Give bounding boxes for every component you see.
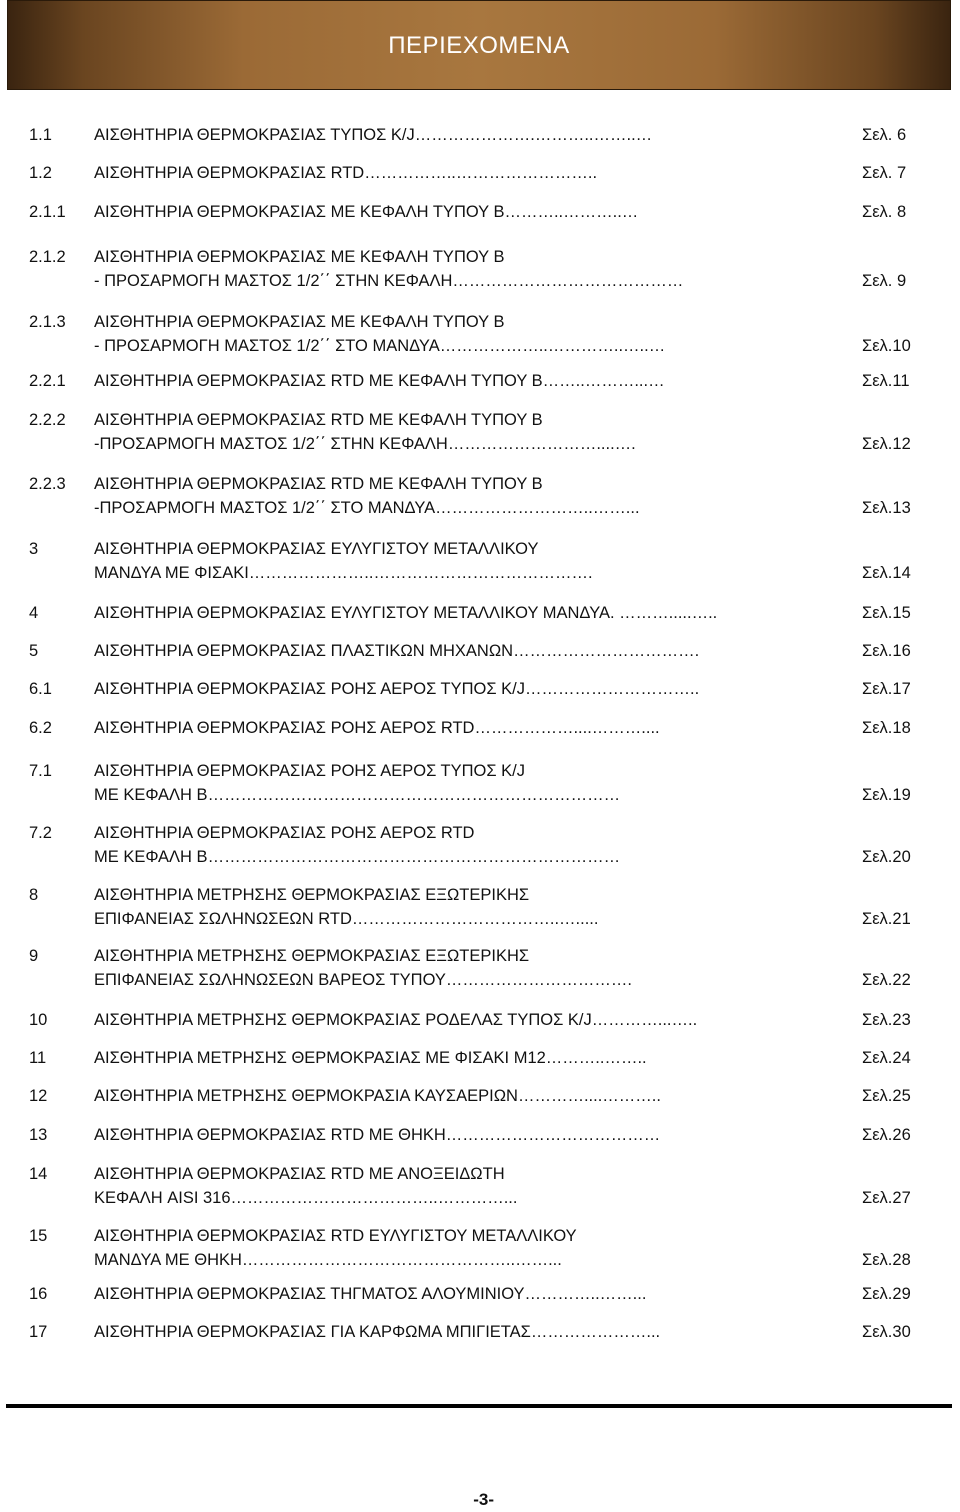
toc-entry-title — [94, 639, 854, 663]
toc-entry-title — [94, 601, 854, 625]
toc-entry-page: Σελ.30 — [862, 1323, 911, 1341]
toc-entry-number: 2.2.3 — [29, 475, 66, 493]
toc-entry-title-line: - ΠΡΟΣΑΡΜΟΓΗ ΜΑΣΤΟΣ 1/2΄΄ ΣΤΗΝ ΚΕΦΑΛΗ…………………………………… — [94, 272, 684, 290]
toc-entry-title-line: ΑΙΣΘΗΤΗΡΙΑ ΘΕΡΜΟΚΡΑΣΙΑΣ ΡΟΗΣ ΑΕΡΟΣ RTD — [94, 824, 475, 842]
toc-entry-number: 14 — [29, 1165, 48, 1183]
toc-entry-title-line: ΑΙΣΘΗΤΗΡΙΑ ΜΕΤΡΗΣΗΣ ΘΕΡΜΟΚΡΑΣΙΑΣ ΕΞΩΤΕΡΙΚΗΣ — [94, 886, 530, 904]
toc-entry-title-line: ΜΕ ΚΕΦΑΛΗ Β………………………………………………………………… — [94, 848, 621, 866]
toc-entry-page: Σελ.24 — [862, 1049, 911, 1067]
toc-entry-title-line: ΑΙΣΘΗΤΗΡΙΑ ΘΕΡΜΟΚΡΑΣΙΑΣ ΡΟΗΣ ΑΕΡΟΣ ΤΥΠΟΣ Κ/J — [94, 762, 526, 780]
toc-entry-number: 13 — [29, 1126, 48, 1144]
toc-entry-number: 15 — [29, 1227, 48, 1245]
toc-entry-title-line: ΑΙΣΘΗΤΗΡΙΑ ΘΕΡΜΟΚΡΑΣΙΑΣ ΤΥΠΟΣ Κ/J………………….………..……..… — [94, 126, 653, 144]
toc-entry-number: 11 — [29, 1049, 47, 1067]
toc-entry-page: Σελ.21 — [862, 910, 911, 928]
toc-entry-page: Σελ.15 — [862, 604, 911, 622]
toc-entry-page: Σελ.16 — [862, 642, 911, 660]
toc-entry-page: Σελ. 9 — [862, 272, 907, 290]
toc-entry-page: Σελ. 8 — [862, 203, 907, 221]
toc-entry-title-line: ΑΙΣΘΗΤΗΡΙΑ ΘΕΡΜΟΚΡΑΣΙΑΣ RTD ΜΕ ΚΕΦΑΛΗ ΤΥΠΟΥ Β — [94, 475, 543, 493]
toc-entry-page: Σελ.23 — [862, 1011, 911, 1029]
toc-entry-number: 4 — [29, 604, 39, 622]
toc-entry-title-line: ΑΙΣΘΗΤΗΡΙΑ ΘΕΡΜΟΚΡΑΣΙΑΣ RTD ΜΕ ΚΕΦΑΛΗ ΤΥΠΟΥ Β — [94, 411, 543, 429]
toc-entry-title — [94, 369, 854, 393]
toc-entry-number: 8 — [29, 886, 39, 904]
toc-entry-title-line: ΜΕ ΚΕΦΑΛΗ Β………………………………………………………………… — [94, 786, 621, 804]
toc-entry-page: Σελ.13 — [862, 499, 911, 517]
toc-entry-title — [94, 1282, 854, 1306]
toc-entry-page: Σελ.11 — [862, 372, 910, 390]
toc-entry-title-line: ΕΠΙΦΑΝΕΙΑΣ ΣΩΛΗΝΩΣΕΩΝ RTD………………………………..…..... — [94, 910, 599, 928]
footer — [0, 1490, 960, 1510]
toc-entry-title — [94, 1224, 854, 1272]
toc-entry-title — [94, 245, 854, 293]
toc-entry-title — [94, 944, 854, 992]
toc-entry-number: 17 — [29, 1323, 48, 1341]
toc-entry-number: 1.2 — [29, 164, 52, 182]
toc-entry-title-line: ΕΠΙΦΑΝΕΙΑΣ ΣΩΛΗΝΩΣΕΩΝ ΒΑΡΕΟΣ ΤΥΠΟΥ……………………………. — [94, 971, 632, 989]
toc-entry-title-line: ΑΙΣΘΗΤΗΡΙΑ ΘΕΡΜΟΚΡΑΣΙΑΣ ΡΟΗΣ ΑΕΡΟΣ ΤΥΠΟΣ Κ/J………………………….. — [94, 680, 700, 698]
toc-entry-number: 9 — [29, 947, 39, 965]
toc-entry-title-line: ΑΙΣΘΗΤΗΡΙΑ ΘΕΡΜΟΚΡΑΣΙΑΣ ΡΟΗΣ ΑΕΡΟΣ RTD………………....……….... — [94, 719, 660, 737]
header-banner — [7, 0, 951, 90]
toc-entry-title — [94, 408, 854, 456]
toc-entry-number: 2.2.1 — [29, 372, 66, 390]
toc-entry-number: 1.1 — [29, 126, 52, 144]
toc-entry-page: Σελ. 7 — [862, 164, 907, 182]
toc-entry-title-line: - ΠΡΟΣΑΡΜΟΓΗ ΜΑΣΤΟΣ 1/2΄΄ ΣΤΟ ΜΑΝΔΥΑ………………..…………..…..… — [94, 337, 666, 355]
page-number: -3- — [473, 1490, 494, 1509]
toc-entry-title-line: ΑΙΣΘΗΤΗΡΙΑ ΘΕΡΜΟΚΡΑΣΙΑΣ ΠΛΑΣΤΙΚΩΝ ΜΗΧΑΝΩΝ……………………………. — [94, 642, 700, 660]
toc-entry-number: 10 — [29, 1011, 48, 1029]
toc-entry-page: Σελ.25 — [862, 1087, 911, 1105]
toc-entry-title — [94, 1046, 854, 1070]
toc-entry-title — [94, 1320, 854, 1344]
toc-entry-number: 2.2.2 — [29, 411, 66, 429]
toc-entry-number: 5 — [29, 642, 39, 660]
toc-entry-title — [94, 200, 854, 224]
toc-entry-page: Σελ.14 — [862, 564, 911, 582]
toc-entry-number: 12 — [29, 1087, 48, 1105]
toc-entry-title-line: -ΠΡΟΣΑΡΜΟΓΗ ΜΑΣΤΟΣ 1/2΄΄ ΣΤΗΝ ΚΕΦΑΛΗ………………………....…. — [94, 435, 636, 453]
toc-entry-number: 6.2 — [29, 719, 52, 737]
toc-entry-number: 2.1.2 — [29, 248, 66, 266]
toc-entry-page: Σελ.18 — [862, 719, 911, 737]
toc-entry-title-line: ΑΙΣΘΗΤΗΡΙΑ ΘΕΡΜΟΚΡΑΣΙΑΣ ΤΗΓΜΑΤΟΣ ΑΛΟΥΜΙΝΙΟΥ…………..……... — [94, 1285, 647, 1303]
toc-entry-title-line: ΑΙΣΘΗΤΗΡΙΑ ΜΕΤΡΗΣΗΣ ΘΕΡΜΟΚΡΑΣΙΑΣ ΡΟΔΕΛΑΣ ΤΥΠΟΣ Κ/J…………...….. — [94, 1011, 698, 1029]
toc-entry-title-line: ΑΙΣΘΗΤΗΡΙΑ ΜΕΤΡΗΣΗΣ ΘΕΡΜΟΚΡΑΣΙΑΣ ΜΕ ΦΙΣΑΚΙ Μ12………..…….. — [94, 1049, 647, 1067]
toc-entry-title — [94, 1123, 854, 1147]
toc-entry-page: Σελ. 6 — [862, 126, 907, 144]
toc-entry-page: Σελ.27 — [862, 1189, 911, 1207]
toc-entry-title — [94, 161, 854, 185]
toc-entry-page: Σελ.28 — [862, 1251, 911, 1269]
toc-entry-page: Σελ.10 — [862, 337, 911, 355]
toc-entry-title — [94, 821, 854, 869]
toc-entry-title — [94, 1084, 854, 1108]
toc-entry-title — [94, 472, 854, 520]
toc-entry-title-line: ΑΙΣΘΗΤΗΡΙΑ ΜΕΤΡΗΣΗΣ ΘΕΡΜΟΚΡΑΣΙΑΣ ΕΞΩΤΕΡΙΚΗΣ — [94, 947, 530, 965]
toc-entry-title — [94, 759, 854, 807]
toc-entry-title — [94, 123, 854, 147]
toc-entry-title-line: ΑΙΣΘΗΤΗΡΙΑ ΘΕΡΜΟΚΡΑΣΙΑΣ ΕΥΛΥΓΙΣΤΟΥ ΜΕΤΑΛΛΙΚΟΥ ΜΑΝΔΥΑ. ……….....….. — [94, 604, 718, 622]
toc-entry-title-line: ΜΑΝΔΥΑ ΜΕ ΘΗΚΗ…………………………………………..……... — [94, 1251, 562, 1269]
toc-entry-title — [94, 677, 854, 701]
toc-entry-title-line: ΑΙΣΘΗΤΗΡΙΑ ΘΕΡΜΟΚΡΑΣΙΑΣ ΕΥΛΥΓΙΣΤΟΥ ΜΕΤΑΛΛΙΚΟΥ — [94, 540, 539, 558]
toc-entry-number: 6.1 — [29, 680, 52, 698]
toc-entry-number: 7.1 — [29, 762, 52, 780]
toc-entry-number: 16 — [29, 1285, 48, 1303]
toc-entry-number: 7.2 — [29, 824, 52, 842]
toc-entry-page: Σελ.29 — [862, 1285, 911, 1303]
toc-entry-title-line: ΑΙΣΘΗΤΗΡΙΑ ΘΕΡΜΟΚΡΑΣΙΑΣ RTD ΕΥΛΥΓΙΣΤΟΥ ΜΕΤΑΛΛΙΚΟΥ — [94, 1227, 577, 1245]
toc-entry-number: 2.1.3 — [29, 313, 66, 331]
toc-entry-title-line: ΑΙΣΘΗΤΗΡΙΑ ΘΕΡΜΟΚΡΑΣΙΑΣ RTD ΜΕ ΘΗΚΗ………………………………… — [94, 1126, 661, 1144]
toc-entry-title-line: ΑΙΣΘΗΤΗΡΙΑ ΘΕΡΜΟΚΡΑΣΙΑΣ RTD ΜΕ ΚΕΦΑΛΗ ΤΥΠΟΥ Β……..………...… — [94, 372, 665, 390]
toc-entry-page: Σελ.12 — [862, 435, 911, 453]
toc-entry-page: Σελ.17 — [862, 680, 911, 698]
toc-entry-title-line: -ΠΡΟΣΑΡΜΟΓΗ ΜΑΣΤΟΣ 1/2΄΄ ΣΤΟ ΜΑΝΔΥΑ………………………..……... — [94, 499, 640, 517]
toc-entry-page: Σελ.26 — [862, 1126, 911, 1144]
page-title: ΠΕΡΙΕΧΟΜΕΝΑ — [388, 32, 570, 59]
toc-entry-title-line: ΑΙΣΘΗΤΗΡΙΑ ΘΕΡΜΟΚΡΑΣΙΑΣ ΜΕ ΚΕΦΑΛΗ ΤΥΠΟΥ Β — [94, 248, 505, 266]
toc-entry-title-line: ΚΕΦΑΛΗ AISI 316………………………………..…………... — [94, 1189, 518, 1207]
toc-entry-page: Σελ.19 — [862, 786, 911, 804]
toc-entry-title-line: ΜΑΝΔΥΑ ΜΕ ΦΙΣΑΚΙ…………………..…………………………………. — [94, 564, 593, 582]
toc-entry-title — [94, 1162, 854, 1210]
footer-divider — [6, 1404, 952, 1408]
toc-entry-title — [94, 537, 854, 585]
toc-entry-title-line: ΑΙΣΘΗΤΗΡΙΑ ΘΕΡΜΟΚΡΑΣΙΑΣ RTD ΜΕ ΑΝΟΞΕΙΔΩΤΗ — [94, 1165, 505, 1183]
toc-entry-title-line: ΑΙΣΘΗΤΗΡΙΑ ΘΕΡΜΟΚΡΑΣΙΑΣ ΜΕ ΚΕΦΑΛΗ ΤΥΠΟΥ Β — [94, 313, 505, 331]
toc-entry-number: 2.1.1 — [29, 203, 66, 221]
toc-entry-number: 3 — [29, 540, 39, 558]
toc-entry-title — [94, 1008, 854, 1032]
toc-entry-page: Σελ.22 — [862, 971, 911, 989]
toc-entry-title-line: ΑΙΣΘΗΤΗΡΙΑ ΘΕΡΜΟΚΡΑΣΙΑΣ ΜΕ ΚΕΦΑΛΗ ΤΥΠΟΥ Β………..………..… — [94, 203, 639, 221]
toc-entry-title-line: ΑΙΣΘΗΤΗΡΙΑ ΘΕΡΜΟΚΡΑΣΙΑΣ ΓΙΑ ΚΑΡΦΩΜΑ ΜΠΙΓΙΕΤΑΣ…………………... — [94, 1323, 661, 1341]
toc-entry-title — [94, 716, 854, 740]
toc-entry-title — [94, 883, 854, 931]
toc-entry-title — [94, 310, 854, 358]
toc-entry-title-line: ΑΙΣΘΗΤΗΡΙΑ ΜΕΤΡΗΣΗΣ ΘΕΡΜΟΚΡΑΣΙΑ ΚΑΥΣΑΕΡΙΩΝ…………....……….. — [94, 1087, 661, 1105]
toc-entry-title-line: ΑΙΣΘΗΤΗΡΙΑ ΘΕΡΜΟΚΡΑΣΙΑΣ RTD……………..…………………….. — [94, 164, 598, 182]
toc-entry-page: Σελ.20 — [862, 848, 911, 866]
